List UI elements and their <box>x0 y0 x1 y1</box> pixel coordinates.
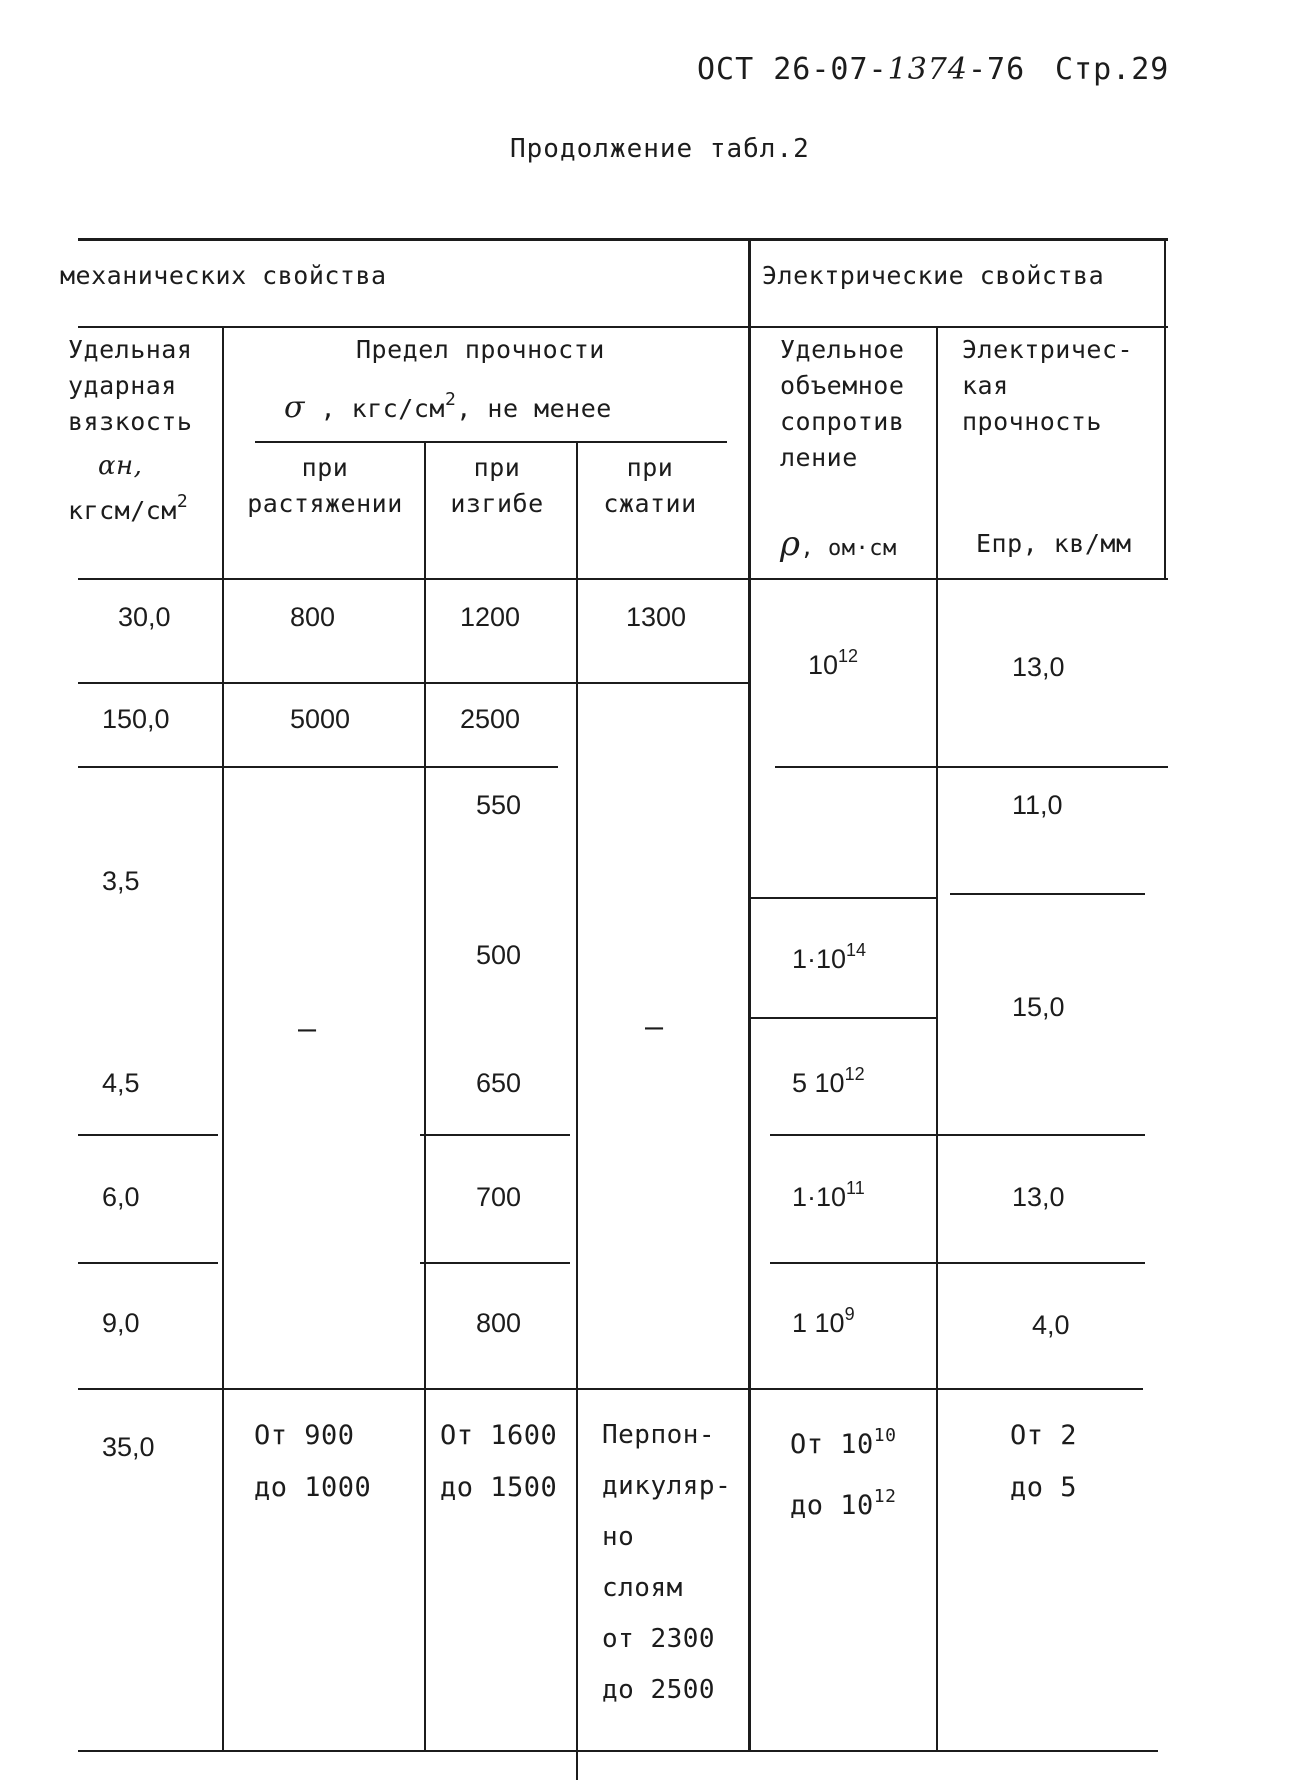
diel-b: 15,0 <box>1012 992 1065 1022</box>
diel-a: 13,0 <box>1012 652 1065 682</box>
r7-impact: 35,0 <box>102 1432 155 1462</box>
r1-compression: 1300 <box>626 602 687 632</box>
r5-resistivity: $1\cdot 10^{11}$ <box>792 1178 865 1212</box>
group-electrical: Электрические свойства <box>762 261 1105 290</box>
r7-tension: От 900 до 1000 <box>254 1420 372 1503</box>
r3-impact: 3,5 <box>102 866 140 896</box>
r4-impact: 4,5 <box>102 1068 140 1098</box>
r2-impact: 150,0 <box>102 704 170 734</box>
impact-unit: кгсм/$см^2$ <box>68 491 189 525</box>
r7-bending: От 1600 до 1500 <box>440 1420 558 1503</box>
col-resistivity-header: Удельное объемное сопротив ление <box>780 335 905 472</box>
rule-bottom <box>78 1750 1158 1752</box>
rule-r2-left <box>78 766 558 768</box>
doc-prefix: ОСТ 26-07- <box>697 52 888 87</box>
r5-impact: 6,0 <box>102 1182 140 1212</box>
doc-suffix: -76 <box>967 52 1026 87</box>
group-mechanical: механических свойства <box>60 261 387 290</box>
r2-tension: 5000 <box>290 704 351 734</box>
document-code <box>697 52 1025 87</box>
rule-header-bottom <box>78 578 1168 580</box>
page-number: Стр.29 <box>1055 52 1170 87</box>
r6-bending: 800 <box>476 1308 522 1338</box>
sub-tension: при растяжении <box>247 453 403 518</box>
rho-symbol: ρ <box>780 524 801 564</box>
r1-impact: 30,0 <box>118 602 171 632</box>
resistivity-unit: ρ, ом·см <box>780 524 897 564</box>
r5-diel: 13,0 <box>1012 1182 1065 1212</box>
rule-r4-b <box>420 1134 570 1136</box>
r1-tension: 800 <box>290 602 336 632</box>
rule-r5-a <box>78 1262 218 1264</box>
col-impact-header: Удельная ударная вязкость <box>68 335 193 436</box>
strength-unit: σ , кгс/$см^2$, не менее <box>284 389 612 425</box>
r7-resistivity: От $10^{10}$ до $10^{12}$ <box>790 1425 897 1521</box>
doc-number: 1374 <box>887 52 968 87</box>
sub-compression: при сжатии <box>603 453 697 518</box>
r6-resistivity: 1 $10^9$ <box>792 1304 855 1338</box>
rule-r4-c <box>770 1134 1145 1136</box>
col-dielectric-header: Электричес- кая прочность <box>962 335 1134 436</box>
rule-r2-right <box>775 766 1168 768</box>
col-line-1 <box>222 326 224 1750</box>
rule-r5-c <box>770 1262 1145 1264</box>
sigma-symbol: σ <box>284 390 305 425</box>
rule-r1 <box>78 682 748 684</box>
r5-bending: 700 <box>476 1182 522 1212</box>
r7-compression: Перпон- дикуляр- но слоям от 2300 до 2500 <box>602 1420 732 1705</box>
res-a: $10^{12}$ <box>808 646 859 680</box>
rule-group <box>78 326 1168 328</box>
sub-bending: при изгибе <box>450 453 544 518</box>
col-line-4 <box>748 238 751 1750</box>
col-line-3 <box>576 441 578 1780</box>
r6-impact: 9,0 <box>102 1308 140 1338</box>
col-line-6 <box>1164 238 1166 578</box>
strength-title: Предел прочности <box>356 335 605 364</box>
col-line-2 <box>424 441 426 1750</box>
r6-diel: 4,0 <box>1032 1310 1070 1340</box>
rule-strength <box>255 441 727 443</box>
rule-r5-b <box>420 1262 570 1264</box>
table-caption: Продолжение табл.2 <box>510 134 810 164</box>
dielectric-unit: Eпр, кв/мм <box>976 529 1132 558</box>
r4-bending: 650 <box>476 1068 522 1098</box>
tension-dash: — <box>298 1012 317 1047</box>
col-line-5 <box>936 326 938 1750</box>
r7-diel: От 2 до 5 <box>1010 1420 1078 1503</box>
res-b: $1\cdot 10^{14}$ <box>792 940 867 974</box>
rule-diel-b <box>950 893 1145 895</box>
impact-symbol: αн, <box>98 451 143 481</box>
rule-r4-a <box>78 1134 218 1136</box>
r3-bending-b: 500 <box>476 940 522 970</box>
r1-bending: 1200 <box>460 602 521 632</box>
r3-diel: 11,0 <box>1012 790 1063 820</box>
rule-r6 <box>78 1388 1143 1390</box>
r3-bending-a: 550 <box>476 790 522 820</box>
r2-bending: 2500 <box>460 704 521 734</box>
rule-top <box>78 238 1168 241</box>
rule-res-c <box>748 1017 938 1019</box>
compression-dash: — <box>645 1010 664 1045</box>
res-c: 5 $10^{12}$ <box>792 1064 865 1098</box>
rule-res-b <box>748 897 938 899</box>
